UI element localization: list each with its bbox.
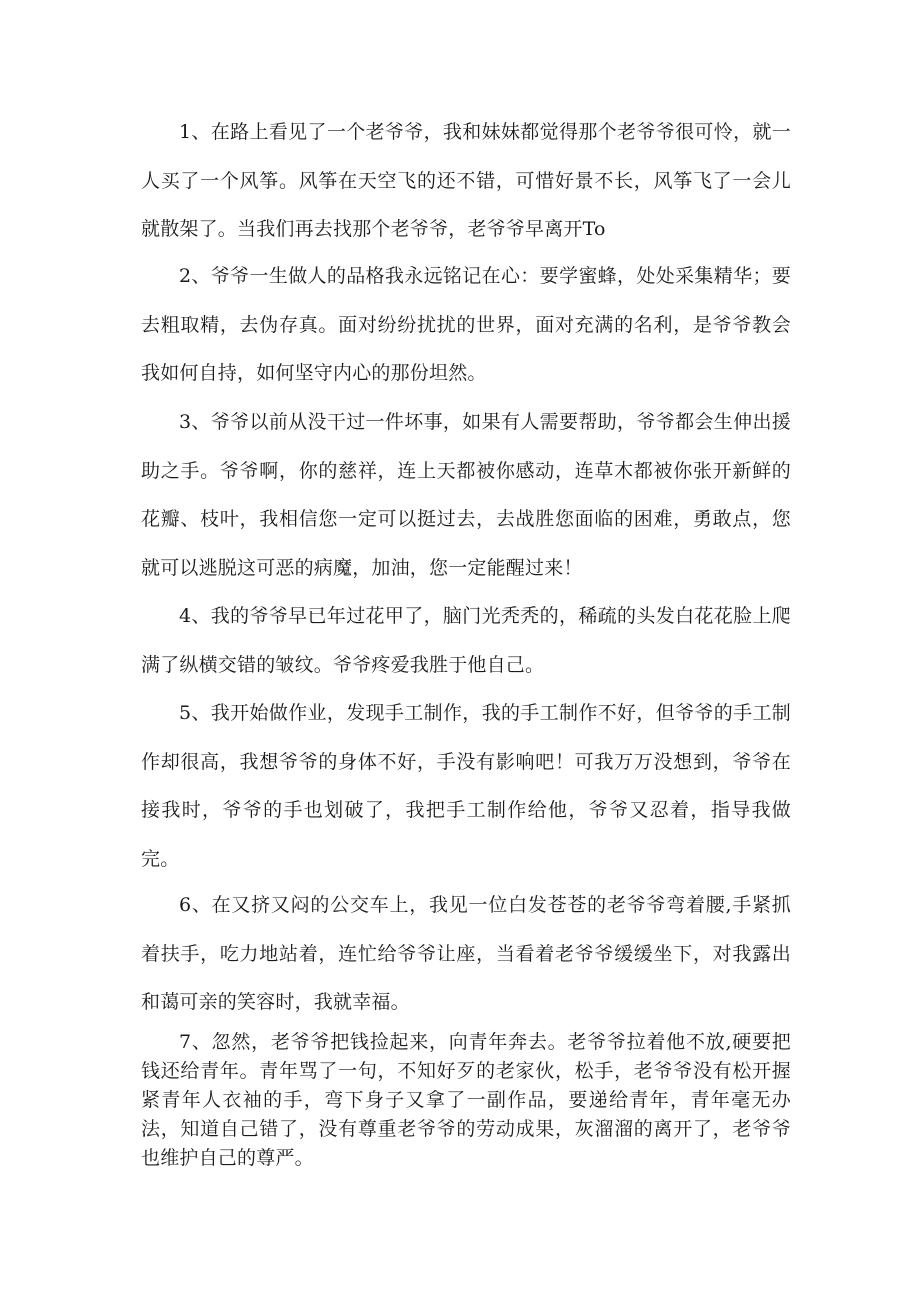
paragraph-5: 5、我开始做作业，发现手工制作，我的手工制作不好，但爷爷的手工制作却很高，我想爷爷的身体不好，手没有影响吧！可我万万没想到，爷爷在接我时，爷爷的手也划破了，我把手工制作给他，爷爷又忍着，指导我做完。 [141, 702, 791, 870]
paragraph-4: 4、我的爷爷早已年过花甲了，脑门光秃秃的，稀疏的头发白花花脸上爬满了纵横交错的皱纹。爷爷疼爱我胜于他自己。 [141, 605, 791, 676]
paragraph-1: 1、在路上看见了一个老爷爷，我和妹妹都觉得那个老爷爷很可怜，就一人买了一个风筝。风筝在天空飞的还不错，可惜好景不长，风筝飞了一会儿就散架了。当我们再去找那个老爷爷，老爷爷早离开To [141, 121, 791, 240]
paragraph-2: 2、爷爷一生做人的品格我永远铭记在心：要学蜜蜂，处处采集精华；要去粗取精，去伪存真。面对纷纷扰扰的世界，面对充满的名利，是爷爷教会我如何自持，如何坚守内心的那份坦然。 [141, 265, 791, 384]
paragraph-3: 3、爷爷以前从没干过一件坏事，如果有人需要帮助，爷爷都会生伸出援助之手。爷爷啊，你的慈祥，连上天都被你感动，连草木都被你张开新鲜的花瓣、枝叶，我相信您一定可以挺过去，去战胜您面临的困难，勇敢点，您就可以逃脱这可恶的病魔，加油，您一定能醒过来！ [141, 411, 791, 579]
paragraph-6: 6、在又挤又闷的公交车上，我见一位白发苍苍的老爷爷弯着腰,手紧抓着扶手，吃力地站着，连忙给爷爷让座，当看着老爷爷缓缓坐下，对我露出和蔼可亲的笑容时，我就幸福。 [141, 894, 791, 1013]
paragraph-7: 7、忽然，老爷爷把钱捡起来，向青年奔去。老爷爷拉着他不放,硬要把钱还给青年。青年骂了一句，不知好歹的老家伙，松手，老爷爷没有松开握紧青年人衣袖的手，弯下身子又拿了一副作品，要递给青年，青年毫无办法，知道自己错了，没有尊重老爷爷的劳动成果，灰溜溜的离开了，老爷爷也维护自己的尊严。 [141, 1031, 791, 1169]
